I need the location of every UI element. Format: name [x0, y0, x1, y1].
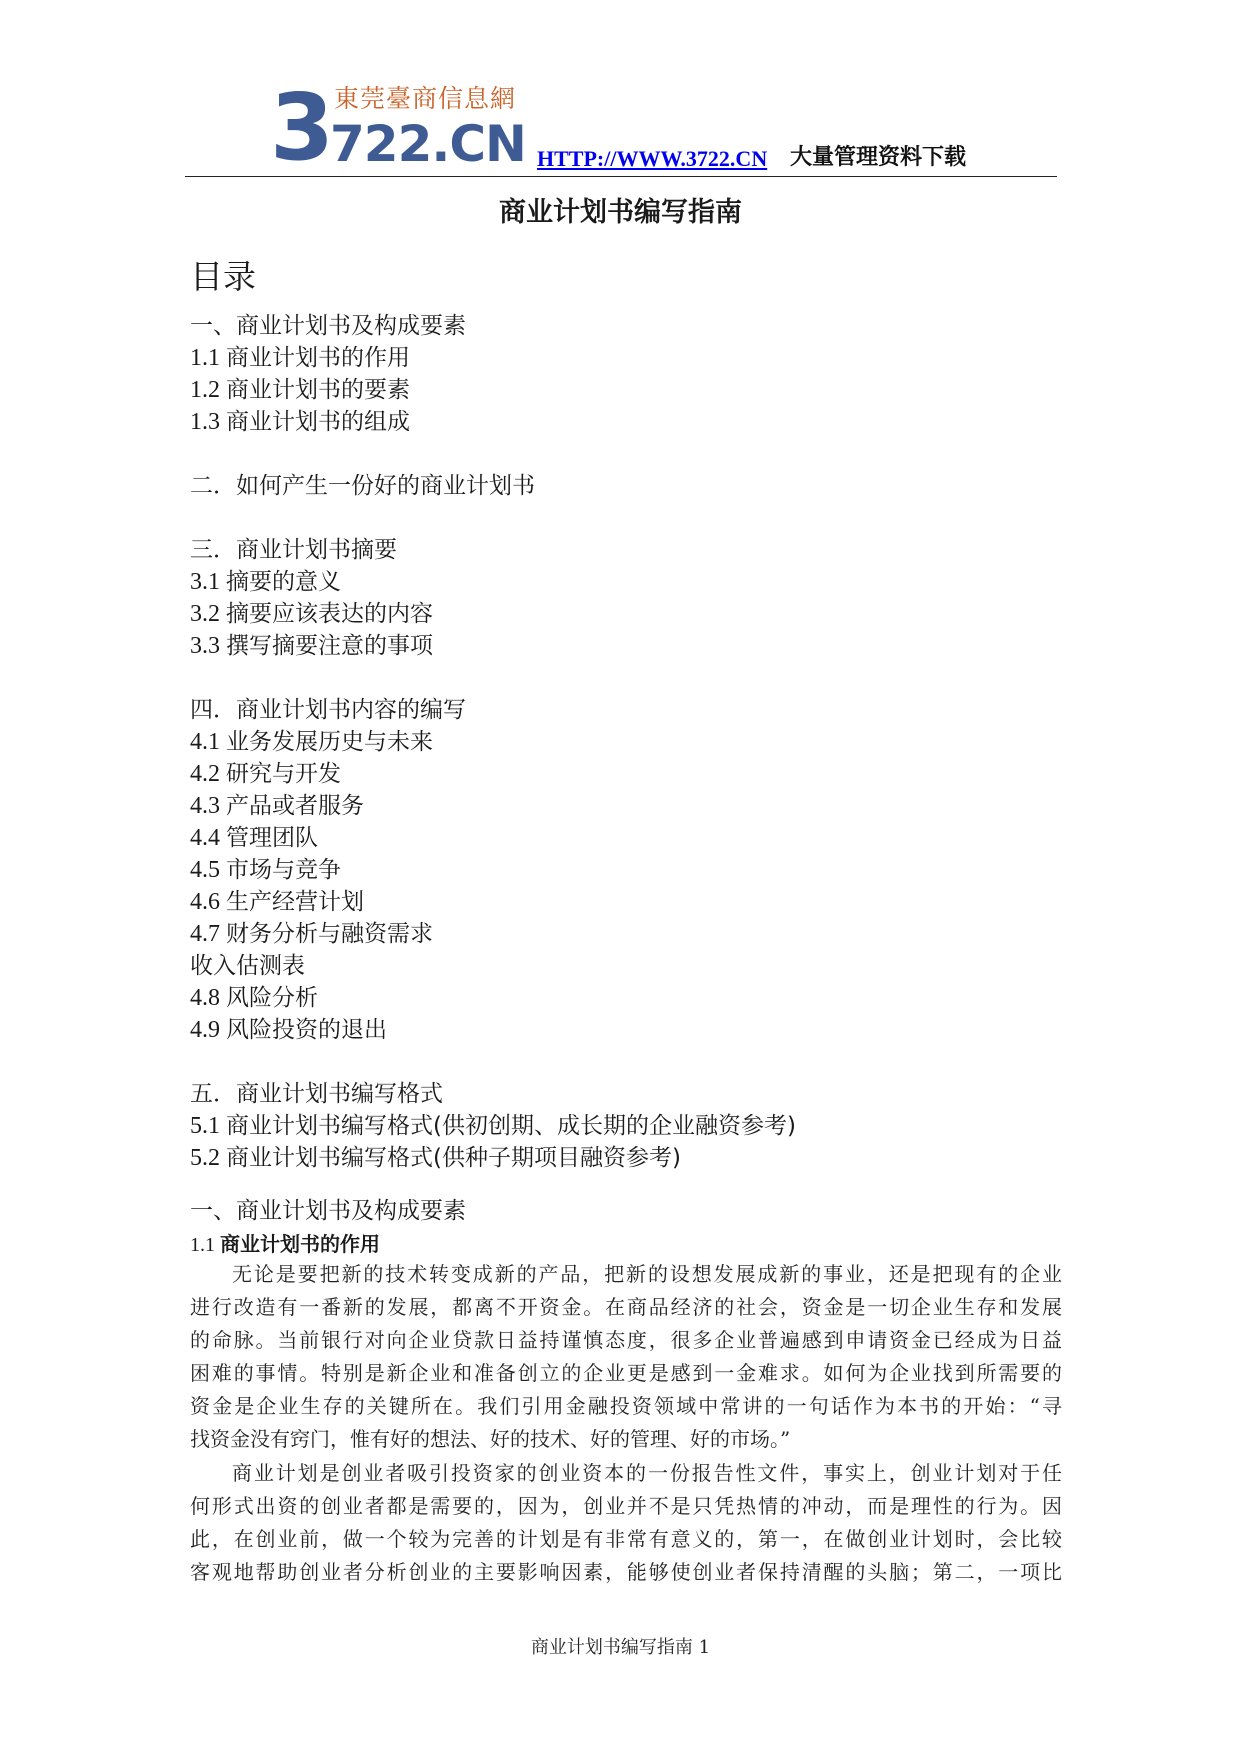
toc-item[interactable] [190, 1079, 443, 1109]
toc-item-number: 1.2 [190, 377, 226, 403]
toc-item-label: 摘要应该表达的内容 [226, 601, 433, 627]
toc-item[interactable] [190, 983, 318, 1013]
paragraph-line: 商业计划是创业者吸引投资家的创业资本的一份报告性文件，事实上，创业计划对于任 [232, 1461, 1062, 1485]
toc-item-number: 3.2 [190, 601, 226, 627]
toc-item[interactable] [190, 855, 341, 885]
toc-item-number: 3.3 [190, 633, 226, 659]
toc-item-label: 摘要的意义 [226, 569, 341, 595]
toc-heading: 目录 [190, 257, 256, 296]
toc-item[interactable] [190, 375, 410, 405]
toc-item-label: 管理团队 [226, 825, 318, 851]
toc-item-number: 4.1 [190, 729, 226, 755]
logo-digit: 3 [270, 74, 333, 181]
toc-item[interactable] [190, 407, 410, 437]
paragraph-line: 困难的事情。特别是新企业和准备创立的企业更是感到一金难求。如何为企业找到所需要的 [190, 1361, 1062, 1385]
toc-item-label: 撰写摘要注意的事项 [226, 633, 433, 659]
toc-item-number: 4.3 [190, 793, 226, 819]
toc-item[interactable] [190, 471, 535, 501]
logo-domain: 722.CN [330, 115, 526, 173]
toc-item-number: 4.7 [190, 921, 226, 947]
toc-item-label: 商业计划书的要素 [226, 377, 410, 403]
toc-item-label: 二．如何产生一份好的商业计划书 [190, 473, 535, 499]
toc-item-label: 三．商业计划书摘要 [190, 537, 397, 563]
toc-item[interactable] [190, 823, 318, 853]
paragraph-line: 无论是要把新的技术转变成新的产品，把新的设想发展成新的事业，还是把现有的企业 [232, 1262, 1062, 1286]
section-heading: 一、商业计划书及构成要素 [190, 1198, 466, 1224]
toc-item-number: 4.2 [190, 761, 226, 787]
toc-item[interactable] [190, 1143, 681, 1173]
toc-item-label: 风险投资的退出 [226, 1017, 387, 1043]
toc-item-label: 风险分析 [226, 985, 318, 1011]
toc-item-label: 商业计划书的作用 [226, 345, 410, 371]
paragraph-line: 的命脉。当前银行对向企业贷款日益持谨慎态度，很多企业普遍感到申请资金已经成为日益 [190, 1328, 1062, 1352]
toc-item-number: 1.1 [190, 345, 226, 371]
toc-item-label: 商业计划书编写格式(供种子期项目融资参考) [226, 1145, 681, 1171]
paragraph-line: 进行改造有一番新的发展，都离不开资金。在商品经济的社会，资金是一切企业生存和发展 [190, 1295, 1062, 1319]
paragraph-line: 何形式出资的创业者都是需要的，因为，创业并不是只凭热情的冲动，而是理性的行为。因 [190, 1494, 1062, 1518]
toc-item[interactable] [190, 695, 466, 725]
toc-item-number: 3.1 [190, 569, 226, 595]
toc-item-label: 一、商业计划书及构成要素 [190, 313, 466, 339]
site-logo [270, 74, 526, 181]
toc-item[interactable] [190, 919, 433, 949]
toc-item-number: 5.2 [190, 1145, 226, 1171]
toc-item[interactable] [190, 951, 305, 981]
toc-item[interactable] [190, 599, 433, 629]
toc-item-label: 商业计划书编写格式(供初创期、成长期的企业融资参考) [226, 1113, 796, 1139]
toc-item-label: 五．商业计划书编写格式 [190, 1081, 443, 1107]
subsection-heading [190, 1230, 380, 1259]
toc-item-number: 4.8 [190, 985, 226, 1011]
paragraph-line: 找资金没有窍门，惟有好的想法、好的技术、好的管理、好的市场。” [190, 1427, 791, 1451]
page-footer: 商业计划书编写指南 1 [530, 1637, 711, 1658]
toc-item[interactable] [190, 759, 341, 789]
paragraph-line: 资金是企业生存的关键所在。我们引用金融投资领域中常讲的一句话作为本书的开始：“寻 [190, 1394, 1062, 1418]
header-slogan: 大量管理资料下载 [790, 145, 967, 170]
toc-item[interactable] [190, 727, 433, 757]
toc-item-label: 业务发展历史与未来 [226, 729, 433, 755]
toc-item-label: 财务分析与融资需求 [226, 921, 433, 947]
toc-item[interactable] [190, 1015, 387, 1045]
toc-item-number: 5.1 [190, 1113, 226, 1139]
toc-item-label: 四．商业计划书内容的编写 [190, 697, 466, 723]
toc-item-number: 4.5 [190, 857, 226, 883]
toc-item[interactable] [190, 535, 397, 565]
toc-item-number: 1.3 [190, 409, 226, 435]
subsection-title: 商业计划书的作用 [220, 1232, 380, 1256]
toc-item[interactable] [190, 791, 364, 821]
body-paragraph-2 [190, 1457, 1062, 1589]
toc-item[interactable] [190, 887, 364, 917]
toc-item-label: 市场与竞争 [226, 857, 341, 883]
toc-item[interactable] [190, 567, 341, 597]
toc-item-label: 生产经营计划 [226, 889, 364, 915]
toc-item-number: 4.6 [190, 889, 226, 915]
subsection-number: 1.1 [190, 1234, 220, 1256]
toc-item-label: 研究与开发 [226, 761, 341, 787]
toc-item[interactable] [190, 631, 433, 661]
toc-item[interactable] [190, 343, 410, 373]
toc-item-label: 商业计划书的组成 [226, 409, 410, 435]
body-paragraph-1 [190, 1258, 1062, 1456]
paragraph-line: 客观地帮助创业者分析创业的主要影响因素，能够使创业者保持清醒的头脑；第二，一项比 [190, 1560, 1062, 1584]
logo-chinese-name: 東莞臺商信息網 [334, 84, 517, 113]
document-title: 商业计划书编写指南 [499, 197, 742, 228]
toc-item-label: 收入估测表 [190, 953, 305, 979]
toc-item[interactable] [190, 311, 466, 341]
site-link[interactable]: HTTP://WWW.3722.CN [537, 146, 768, 171]
page-header [185, 74, 1057, 181]
toc-item-number: 4.9 [190, 1017, 226, 1043]
toc-item[interactable] [190, 1111, 796, 1141]
paragraph-line: 此，在创业前，做一个较为完善的计划是有非常有意义的，第一，在做创业计划时，会比较 [190, 1527, 1062, 1551]
toc-item-number: 4.4 [190, 825, 226, 851]
header-divider [185, 176, 1057, 177]
toc-item-label: 产品或者服务 [226, 793, 364, 819]
